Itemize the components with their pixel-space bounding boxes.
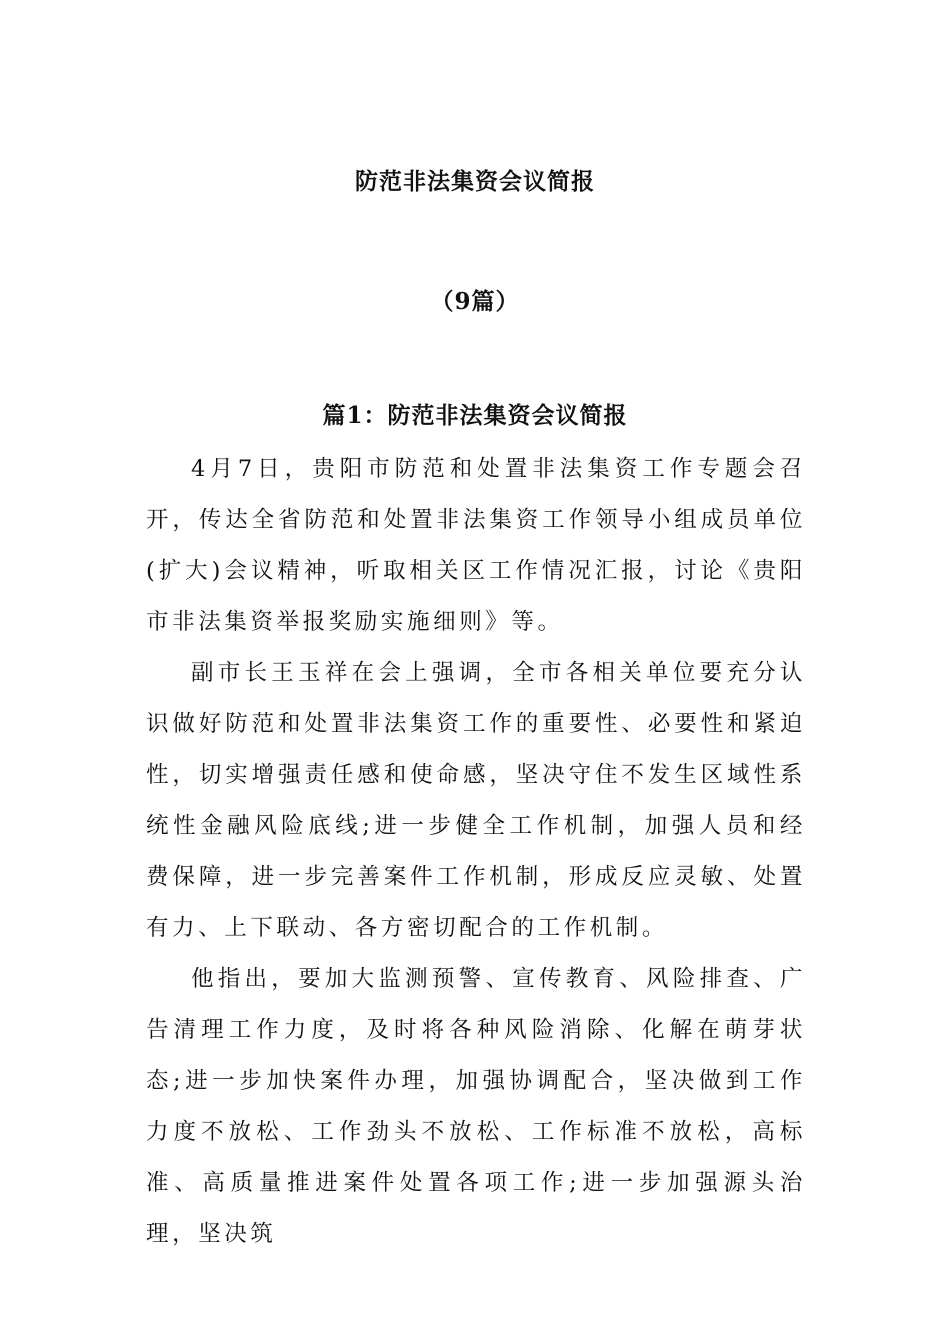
paragraph: 4月7日，贵阳市防范和处置非法集资工作专题会召开，传达全省防范和处置非法集资工作领导小组成员单位(扩大)会议精神，听取相关区工作情况汇报，讨论《贵阳市非法集资举报奖励实施细则》等。	[146, 456, 806, 635]
paragraph: 他指出，要加大监测预警、宣传教育、风险排查、广告清理工作力度，及时将各种风险消除、化解在萌芽状态;进一步加快案件办理，加强协调配合，坚决做到工作力度不放松、工作劲头不放松、工作标准不放松，高标准、高质量推进案件处置各项工作;进一步加强源头治理，坚决筑	[146, 966, 806, 1247]
document-title: 防范非法集资会议简报	[355, 168, 595, 195]
paragraph: 副市长王玉祥在会上强调，全市各相关单位要充分认识做好防范和处置非法集资工作的重要性、必要性和紧迫性，切实增强责任感和使命感，坚决守住不发生区域性系统性金融风险底线;进一步健全工作机制，加强人员和经费保障，进一步完善案件工作机制，形成反应灵敏、处置有力、上下联动、各方密切配合的工作机制。	[146, 660, 806, 941]
document-count: （9篇）	[430, 288, 520, 315]
section-title: 篇1：防范非法集资会议简报	[322, 402, 628, 429]
document-body	[146, 444, 806, 1260]
